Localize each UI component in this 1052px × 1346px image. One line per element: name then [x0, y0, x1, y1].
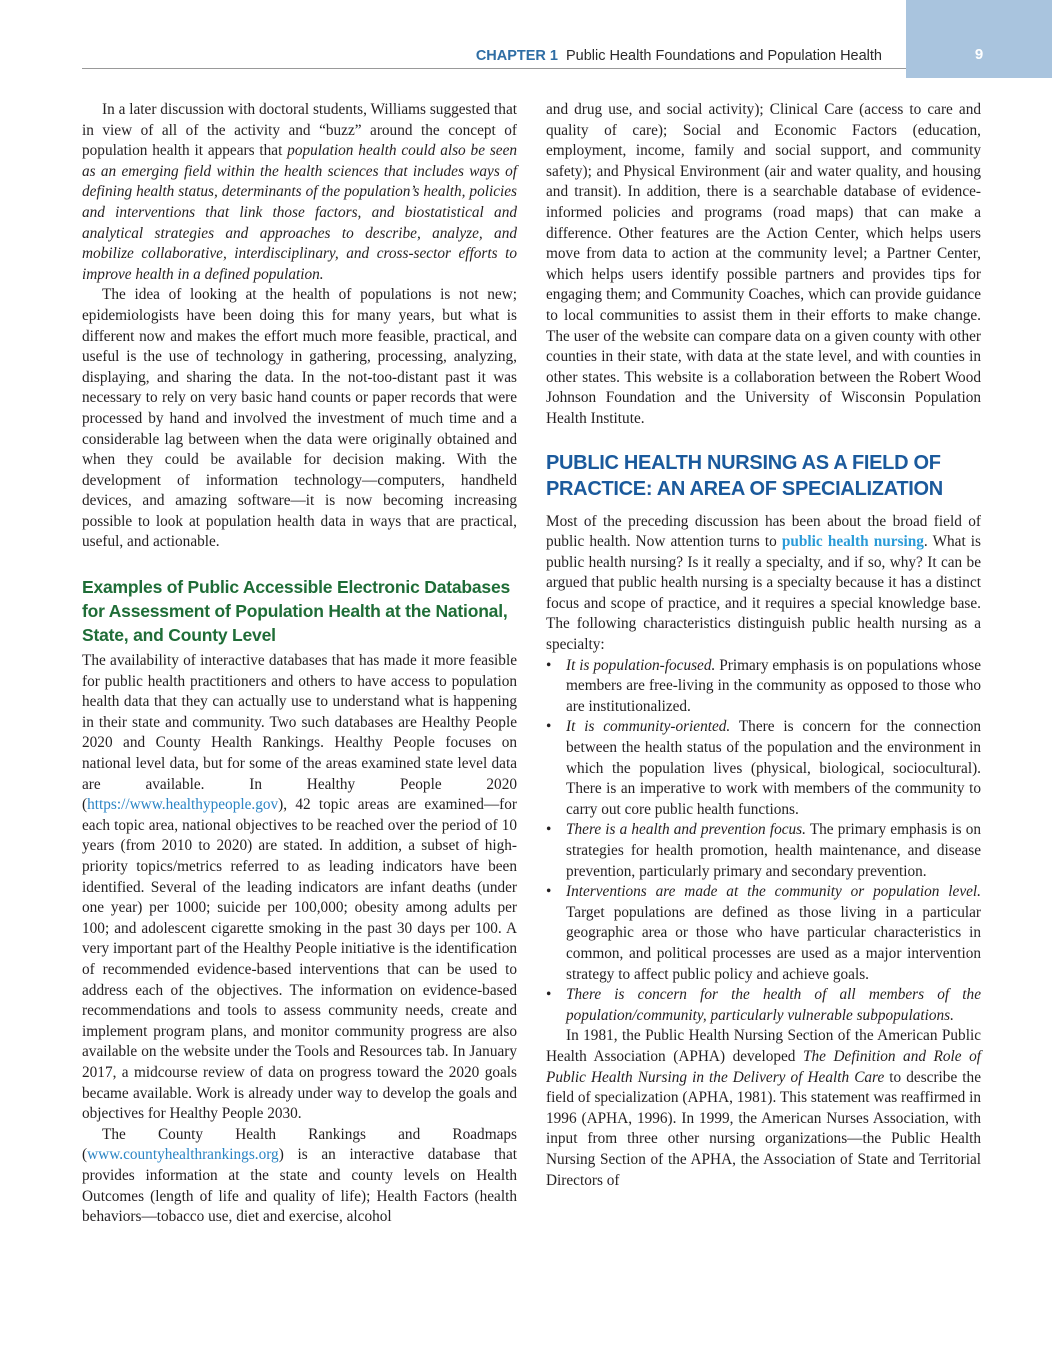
page-number: 9 — [974, 46, 984, 63]
paragraph-text: The County Health Rankings and Roadmaps ( — [82, 1125, 517, 1164]
list-item — [546, 882, 981, 985]
bullet-icon: • — [546, 986, 552, 1004]
paragraph-apha-history — [546, 1026, 981, 1191]
page-number-tab — [906, 0, 1052, 78]
chapter-label: CHAPTER 1 — [475, 48, 558, 64]
document-title: The Definition and Role of Public Health Nursing in the Delivery of Health Care — [546, 1047, 981, 1086]
list-item-lead: It is community-oriented. — [566, 718, 731, 736]
list-item-lead: Interventions are made at the community or population level. — [566, 883, 981, 901]
paragraph-text: . What is public health nursing? Is it really a specialty, and if so, why? It can be argued that public health nursing is a specialty because it has a distinct focus and scope of practice, and it requires a special knowledge base. The following characteristics distinguish public health nursing as a specialty: — [546, 533, 982, 654]
chapter-title: Public Health Foundations and Population Health — [566, 48, 882, 64]
list-item-text: Primary emphasis is on populations whose members are free-living in the community as opposed to those who are institutionalized. — [566, 656, 981, 715]
county-rankings-link[interactable]: www.countyhealthrankings.org — [87, 1146, 279, 1164]
healthy-people-link[interactable]: https://www.healthypeople.gov — [87, 796, 279, 814]
bullet-icon: • — [546, 883, 552, 901]
paragraph-phn-intro — [546, 512, 981, 656]
header-rule — [82, 68, 906, 69]
bullet-icon: • — [546, 821, 552, 839]
paragraph-healthy-people — [82, 651, 517, 1125]
paragraph-text: The availability of interactive databases that has made it more feasible for public health practitioners and others to have access to population health data that they can actually use to understand what is happening in their state and community. Two such databases are Healthy People 2020 and County Health Rankings. Healthy People focuses on national level data, but for some of the areas examined state level data are available. In Healthy People 2020 ( — [82, 652, 517, 814]
paragraph-technology: The idea of looking at the health of populations is not new; epidemiologists have been doing this for many years, but what is different now and makes the effort much more feasible, practical, and useful is the use of technology in gathering, processing, analyzing, displaying, and sharing the data. In the not-too-distant past it was necessary to rely on very basic hand counts or paper records that were processed by hand and involved the investment of much time and a considerable lag between when the data were originally obtained and when they could be available for decision making. With the development of information technology—computers, handheld devices, and amazing software—it is now becoming increasing possible to look at population health data in ways that are practical, useful, and actionable. — [82, 286, 517, 551]
right-column — [546, 100, 981, 1191]
paragraph-text: to describe the field of specialization (APHA, 1981). This statement was reaffirmed in 1996 (APHA, 1996). In 1999, the American Nurses Association, with input from three other nursing organizations—the Public Health Nursing Section of the APHA, the Association of State and Territorial Directors of — [546, 1068, 981, 1189]
list-item — [546, 820, 981, 882]
paragraph-county-rankings-continued: and drug use, and social activity); Clinical Care (access to care and quality of care); Social and Economic Factors (education, employment, income, family and social support, and community safety); and Physical Environment (air and water quality, and housing and transit). In addition, there is a searchable database of evidence-informed policies and programs (road maps) that can make a difference. Other features are the Action Center, which helps users move from data to action at the community level; a Partner Center, which helps users identify possible partners and provides tips for engaging them; and Community Coaches, which can provide guidance to local communities to assist them in their efforts to make change. The user of the website can compare data on a given county with other counties in their state, with data at the state level, and with counties in other states. This website is a collaboration between the Robert Wood Johnson Foundation and the University of Wisconsin Population Health Institute. — [546, 101, 981, 427]
italic-definition: population health could also be seen as an emerging field within the health sciences that includes ways of defining health status, determinants of the population’s health, policies and interventions that link those factors, and biostatistical and analytical strategies and approaches to describe, analyze, and mobilize collaborative, interdisciplinary, and cross-sector efforts to improve health in a defined population. — [82, 142, 518, 283]
paragraph-county-rankings — [82, 1125, 517, 1228]
key-term-public-health-nursing: public health nursing — [781, 533, 924, 551]
list-item-lead: There is a health and prevention focus. — [566, 821, 806, 839]
left-column — [82, 100, 517, 1228]
running-head — [476, 48, 882, 64]
paragraph-text: ), 42 topic areas are examined—for each topic area, national objectives to be reached over the period of 10 years (from 2010 to 2020) are stated. In addition, a subset of high-priority topics/metrics referred to as leading indicators have been identified. Several of the leading indicators are infant deaths (under one year) per 1000; suicide per 100,000; obesity among adults per 100; and adolescent cigarette smoking in the past 30 days per 100. A very important part of the Healthy People initiative is the identification of recommended evidence-based interventions that can be used to address each of the objectives. The information on evidence-based recommendations and tools to assess community needs, create and implement program plans, and monitor community progress are also available on the website under the Tools and Resources tab. In January 2017, a midcourse review of data on progress toward the 2020 goals became available. Work is already under way to develop the goals and objectives for Healthy People 2030. — [82, 796, 517, 1123]
bullet-icon: • — [546, 656, 552, 674]
list-item — [546, 985, 981, 1026]
list-item — [546, 656, 981, 718]
list-item-text: Target populations are defined as those living in a particular geographic area or those who have particular characteristics in common, and political processes are used as a major intervention strategy to affect public policy and achieve goals. — [566, 903, 981, 983]
specialty-characteristics-list — [546, 656, 981, 1027]
list-item-lead: It is population-focused. — [566, 656, 716, 674]
paragraph-text: In 1981, the Public Health Nursing Section of the American Public Health Association (APHA) developed — [546, 1027, 981, 1065]
list-item-lead: There is concern for the health of all members of the population/community, particularly vulnerable subpopulations. — [566, 986, 981, 1024]
list-item-text: The primary emphasis is on strategies for health promotion, health maintenance, and disease prevention, particularly primary and secondary prevention. — [566, 821, 982, 880]
section-heading-public-health-nursing: PUBLIC HEALTH NURSING AS A FIELD OF PRACTICE: AN AREA OF SPECIALIZATION — [546, 451, 943, 500]
paragraph-williams — [82, 100, 517, 285]
section-heading-databases: Examples of Public Accessible Electronic Databases for Assessment of Population Health at the National, State, and County Level — [82, 577, 511, 646]
paragraph-text: Most of the preceding discussion has been about the broad field of public health. Now attention turns to — [546, 512, 981, 551]
list-item — [546, 717, 981, 820]
paragraph-text: ) is an interactive database that provides information at the state and county levels on Health Outcomes (length of life and quality of life); Health Factors (health behaviors—tobacco use, diet and exercise, alcohol — [82, 1146, 517, 1226]
paragraph-text: In a later discussion with doctoral students, Williams suggested that in view of all of the activity and “buzz” around the concept of population health it appears that — [82, 101, 517, 160]
list-item-text: There is concern for the connection between the health status of the population and the environment in which the population lives (physical, biological, sociocultural). There is an imperative to work with members of the community to carry out core public health functions. — [566, 718, 981, 818]
bullet-icon: • — [546, 718, 552, 736]
